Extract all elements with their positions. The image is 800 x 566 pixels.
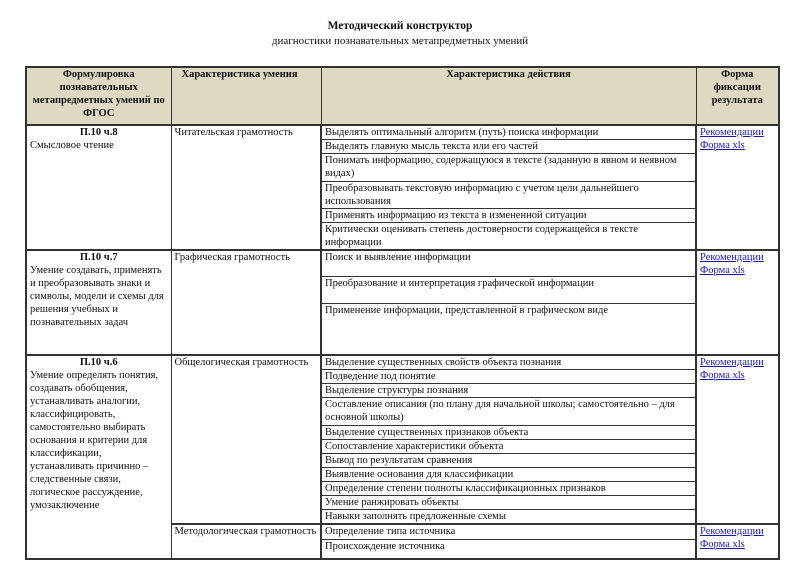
skill-characteristic: Читательская грамотность	[171, 125, 321, 250]
action-item: Преобразование и интерпретация графической информации	[321, 276, 696, 303]
action-item: Умение ранжировать объекты	[321, 496, 696, 510]
recommendations-link[interactable]: Рекомендации	[700, 127, 764, 138]
header-result-form: Форма фиксации результата	[696, 67, 779, 125]
recommendations-link[interactable]: Рекомендации	[700, 357, 764, 368]
action-item: Преобразовывать текстовую информацию с учетом цели дальнейшего использования	[321, 182, 696, 209]
action-item: Выявление основания для классификации	[321, 468, 696, 482]
recommendations-link[interactable]: Рекомендации	[700, 526, 764, 537]
skill-text: Смысловое чтение	[30, 140, 114, 151]
action-item: Навыки заполнять предложенные схемы	[321, 510, 696, 525]
skill-characteristic: Общелогическая грамотность	[171, 355, 321, 524]
result-form-cell	[696, 524, 779, 559]
result-form-cell	[696, 125, 779, 250]
action-item: Подведение под понятие	[321, 370, 696, 384]
table-row	[26, 125, 779, 140]
skill-text: Умение создавать, применять и преобразовывать знаки и символы, модели и схемы для решения учебных и познавательных задач	[30, 265, 164, 328]
action-item: Происхождение источника	[321, 539, 696, 559]
fgos-code: П.10 ч.7	[79, 252, 118, 263]
action-item: Выделение существенных свойств объекта познания	[321, 355, 696, 370]
header-skill-characteristic: Характеристика умения	[171, 67, 321, 125]
xls-form-link[interactable]: Форма xls	[700, 140, 745, 151]
skill-formulation-cell	[26, 355, 171, 559]
action-item: Выделять главную мысль текста или его частей	[321, 140, 696, 154]
action-item: Применение информации, представленной в графическом виде	[321, 303, 696, 355]
skill-text: Умение определять понятия, создавать обобщения, устанавливать аналогии, классифицировать, самостоятельно выбирать основания и критерии для классификации, устанавливать причинно – следственные связи, логическое рассуждение, умозаключение	[30, 370, 159, 511]
action-item: Применять информацию из текста в измененной ситуации	[321, 209, 696, 223]
result-form-cell	[696, 355, 779, 524]
fgos-code: П.10 ч.6	[79, 357, 118, 368]
document-title: Методический конструктор	[327, 20, 473, 32]
skill-characteristic: Графическая грамотность	[171, 250, 321, 355]
action-item: Поиск и выявление информации	[321, 250, 696, 276]
xls-form-link[interactable]: Форма xls	[700, 265, 745, 276]
header-action-characteristic: Характеристика действия	[321, 67, 696, 125]
action-item: Вывод по результатам сравнения	[321, 454, 696, 468]
action-item: Выделение структуры познания	[321, 384, 696, 398]
fgos-code: П.10 ч.8	[79, 127, 118, 138]
constructor-table	[25, 66, 780, 560]
action-item: Выделять оптимальный алгоритм (путь) поиска информации	[321, 125, 696, 140]
action-item: Определение типа источника	[321, 524, 696, 539]
skill-formulation-cell	[26, 250, 171, 355]
skill-formulation-cell	[26, 125, 171, 250]
action-item: Выделение существенных признаков объекта	[321, 426, 696, 440]
action-item: Критически оценивать степень достоверности содержащейся в тексте информации	[321, 223, 696, 251]
recommendations-link[interactable]: Рекомендации	[700, 252, 764, 263]
xls-form-link[interactable]: Форма xls	[700, 539, 745, 550]
skill-characteristic: Методологическая грамотность	[171, 524, 321, 559]
header-formulation: Формулировка познавательных метапредметных умений по ФГОС	[26, 67, 171, 125]
action-item: Определение степени полноты классификационных признаков	[321, 482, 696, 496]
action-item: Понимать информацию, содержащуюся в тексте (заданную в явном и неявном видах)	[321, 154, 696, 182]
result-form-cell	[696, 250, 779, 355]
action-item: Составление описания (по плану для начальной школы; самостоятельно – для основной школы)	[321, 398, 696, 426]
xls-form-link[interactable]: Форма xls	[700, 370, 745, 381]
table-row	[26, 355, 779, 370]
table-row	[26, 250, 779, 276]
action-item: Сопоставление характеристики объекта	[321, 440, 696, 454]
document-subtitle: диагностики познавательных метапредметных умений	[271, 35, 529, 47]
